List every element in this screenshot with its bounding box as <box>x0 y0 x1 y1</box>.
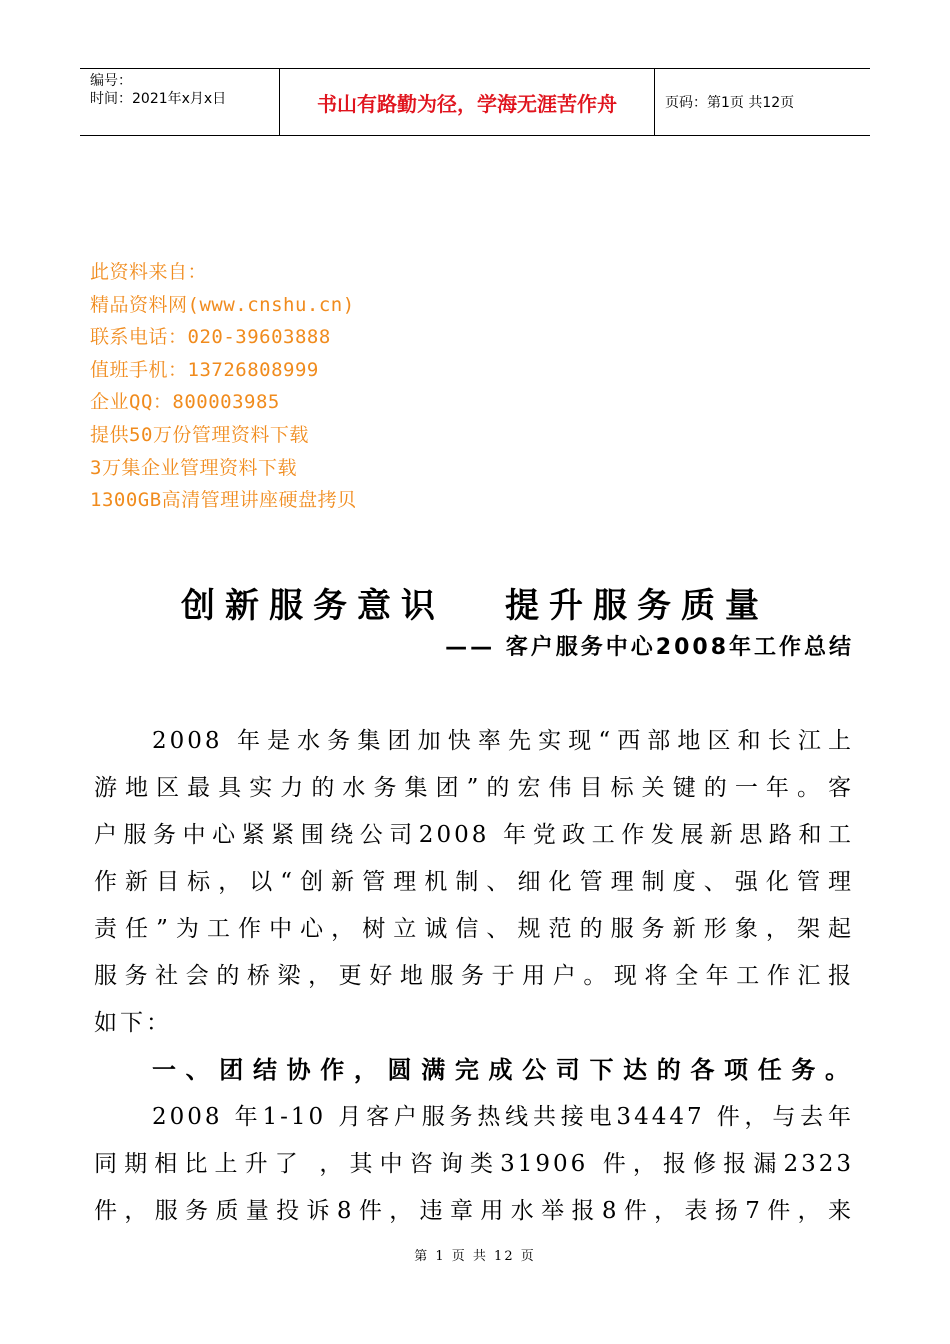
title-part-2: 提升服务质量 <box>505 586 769 626</box>
section-heading: 一、团结协作，圆满完成公司下达的各项任务。 <box>152 1056 854 1084</box>
source-line: 此资料来自： <box>90 261 208 283</box>
number-label: 编号： <box>90 73 132 89</box>
source-line: 精品资料网(www.cnshu.cn) <box>90 293 355 316</box>
header-page-info: 页码：第1页 共12页 <box>665 95 795 111</box>
header-meta-cell <box>80 69 280 135</box>
body-line: 服务社会的桥梁，更好地服务于用户。现将全年工作汇报 <box>94 963 854 989</box>
document-body <box>94 718 854 1235</box>
body-line: 2008 年1-10 月客户服务热线共接电34447 件，与去年 <box>152 1104 854 1130</box>
source-info-block <box>90 256 690 517</box>
body-line: 作新目标，以“创新管理机制、细化管理制度、强化管理 <box>94 869 854 895</box>
source-line: 值班手机：13726808999 <box>90 358 319 381</box>
source-line: 企业QQ：800003985 <box>90 391 280 414</box>
body-line: 责任”为工作中心，树立诚信、规范的服务新形象，架起 <box>94 916 854 942</box>
body-line: 户服务中心紧紧围绕公司2008 年党政工作发展新思路和工 <box>94 822 854 848</box>
document-subtitle: —— 客户服务中心2008年工作总结 <box>445 635 854 660</box>
source-line: 3万集企业管理资料下载 <box>90 456 297 479</box>
body-line: 同期相比上升了 ，其中咨询类31906 件，报修报漏2323 <box>94 1151 854 1177</box>
time-label: 时间：2021年x月x日 <box>90 91 227 107</box>
source-line: 1300GB高清管理讲座硬盘拷贝 <box>90 489 357 512</box>
body-line: 游地区最具实力的水务集团”的宏伟目标关键的一年。客 <box>94 775 854 801</box>
document-title <box>0 578 950 627</box>
source-line: 提供50万份管理资料下载 <box>90 423 309 446</box>
body-line: 件，服务质量投诉8件，违章用水举报8件，表扬7件，来 <box>94 1198 854 1224</box>
page-footer: 第 1 页 共 12 页 <box>414 1249 536 1264</box>
body-line: 2008 年是水务集团加快率先实现“西部地区和长江上 <box>152 728 854 754</box>
header-motto: 书山有路勤为径，学海无涯苦作舟 <box>280 69 655 135</box>
body-line: 如下： <box>94 1010 172 1036</box>
title-part-1: 创新服务意识 <box>181 586 445 626</box>
source-line: 联系电话：020-39603888 <box>90 326 331 349</box>
header-table <box>80 68 870 136</box>
